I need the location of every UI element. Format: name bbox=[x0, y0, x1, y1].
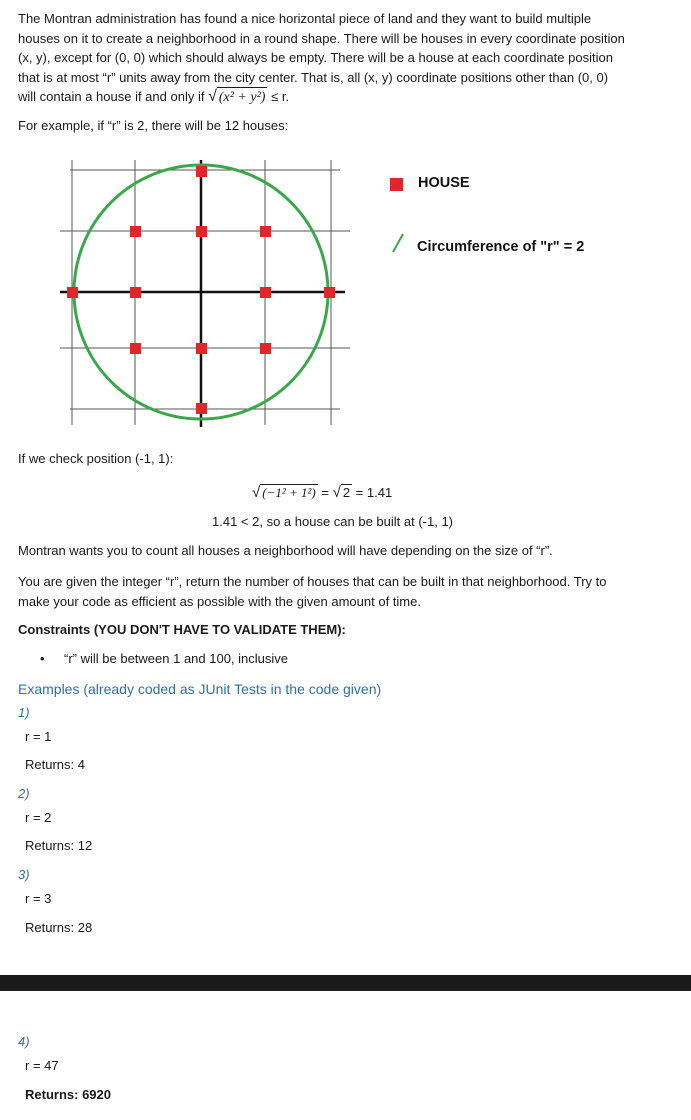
house-marker bbox=[260, 226, 271, 237]
page-divider bbox=[0, 975, 691, 991]
example-number: 4) bbox=[18, 1034, 30, 1049]
sqrt-symbol: √ bbox=[208, 88, 217, 105]
intro-paragraph bbox=[18, 9, 658, 108]
constraints-heading: Constraints (YOU DON'T HAVE TO VALIDATE THEM): bbox=[18, 622, 346, 637]
circle-legend-swatch bbox=[390, 232, 406, 254]
check-formula-line bbox=[252, 484, 392, 501]
example-input: r = 47 bbox=[25, 1058, 59, 1073]
intro-line-prefix: will contain a house if and only if bbox=[18, 89, 205, 104]
check-result: = 1.41 bbox=[355, 485, 393, 500]
task-line: Montran wants you to count all houses a neighborhood will have depending on the size of “r”. bbox=[18, 543, 553, 558]
returns-label: Returns: bbox=[25, 757, 75, 772]
returns-value: 6920 bbox=[82, 1087, 111, 1102]
house-marker bbox=[196, 403, 207, 414]
distance-formula: (x² + y²) bbox=[217, 87, 268, 108]
example-input: r = 3 bbox=[25, 891, 52, 906]
house-marker bbox=[67, 287, 78, 298]
examples-heading: Examples (already coded as JUnit Tests in the code given) bbox=[18, 681, 382, 697]
house-legend-label: HOUSE bbox=[418, 175, 470, 191]
constraints-bullet: • bbox=[40, 651, 45, 666]
check-root-two: 2 bbox=[342, 485, 351, 500]
returns-value: 12 bbox=[77, 838, 93, 853]
house-marker bbox=[196, 226, 207, 237]
task-line: make your code as efficient as possible with the given amount of time. bbox=[18, 593, 421, 609]
task-line: You are given the integer “r”, return the number of houses that can be built in that neighborhood. Try to bbox=[18, 574, 607, 589]
house-marker bbox=[196, 343, 207, 354]
sqrt-symbol: √ bbox=[252, 484, 261, 501]
house-marker bbox=[196, 166, 207, 177]
example-returns bbox=[25, 1087, 111, 1102]
intro-line-suffix: ≤ r. bbox=[271, 89, 290, 104]
intro-line: (x, y), except for (0, 0) which should always be empty. There will be a house at each coordinate position bbox=[18, 50, 613, 65]
example-intro: For example, if “r” is 2, there will be 12 houses: bbox=[18, 118, 289, 133]
example-number: 1) bbox=[18, 705, 30, 720]
returns-label: Returns: bbox=[25, 838, 75, 853]
intro-line: that is at most “r” units away from the city center. That is, all (x, y) coordinate positions other than (0, 0) bbox=[18, 69, 609, 85]
returns-label: Returns: bbox=[25, 1087, 79, 1102]
example-number: 2) bbox=[18, 786, 30, 801]
example-number: 3) bbox=[18, 867, 30, 882]
example-input: r = 1 bbox=[25, 729, 52, 744]
intro-line: The Montran administration has found a nice horizontal piece of land and they want to build multiple bbox=[18, 11, 592, 26]
axes bbox=[60, 160, 345, 427]
returns-value: 4 bbox=[77, 757, 85, 772]
sqrt-symbol: √ bbox=[332, 484, 341, 501]
neighborhood-diagram bbox=[55, 155, 355, 430]
check-prompt: If we check position (-1, 1): bbox=[18, 451, 174, 466]
house-marker bbox=[130, 226, 141, 237]
house-marker bbox=[324, 287, 335, 298]
task-paragraph bbox=[18, 572, 658, 611]
house-marker bbox=[130, 287, 141, 298]
house-marker bbox=[130, 343, 141, 354]
house-marker bbox=[260, 287, 271, 298]
example-returns bbox=[25, 920, 92, 935]
check-equals: = bbox=[321, 485, 329, 500]
returns-value: 28 bbox=[77, 920, 93, 935]
constraints-item: “r” will be between 1 and 100, inclusive bbox=[64, 651, 289, 666]
intro-line-formula bbox=[18, 87, 658, 108]
house-legend-swatch bbox=[390, 178, 403, 191]
intro-line: houses on it to create a neighborhood in a round shape. There will be houses in every coordinate position bbox=[18, 30, 625, 46]
example-returns bbox=[25, 838, 92, 853]
example-returns bbox=[25, 757, 85, 772]
check-conclusion: 1.41 < 2, so a house can be built at (-1, 1) bbox=[212, 514, 454, 529]
example-input: r = 2 bbox=[25, 810, 52, 825]
returns-label: Returns: bbox=[25, 920, 75, 935]
circle-legend-label: Circumference of "r" = 2 bbox=[417, 239, 585, 255]
house-marker bbox=[260, 343, 271, 354]
check-formula: (−1² + 1²) bbox=[262, 485, 316, 500]
